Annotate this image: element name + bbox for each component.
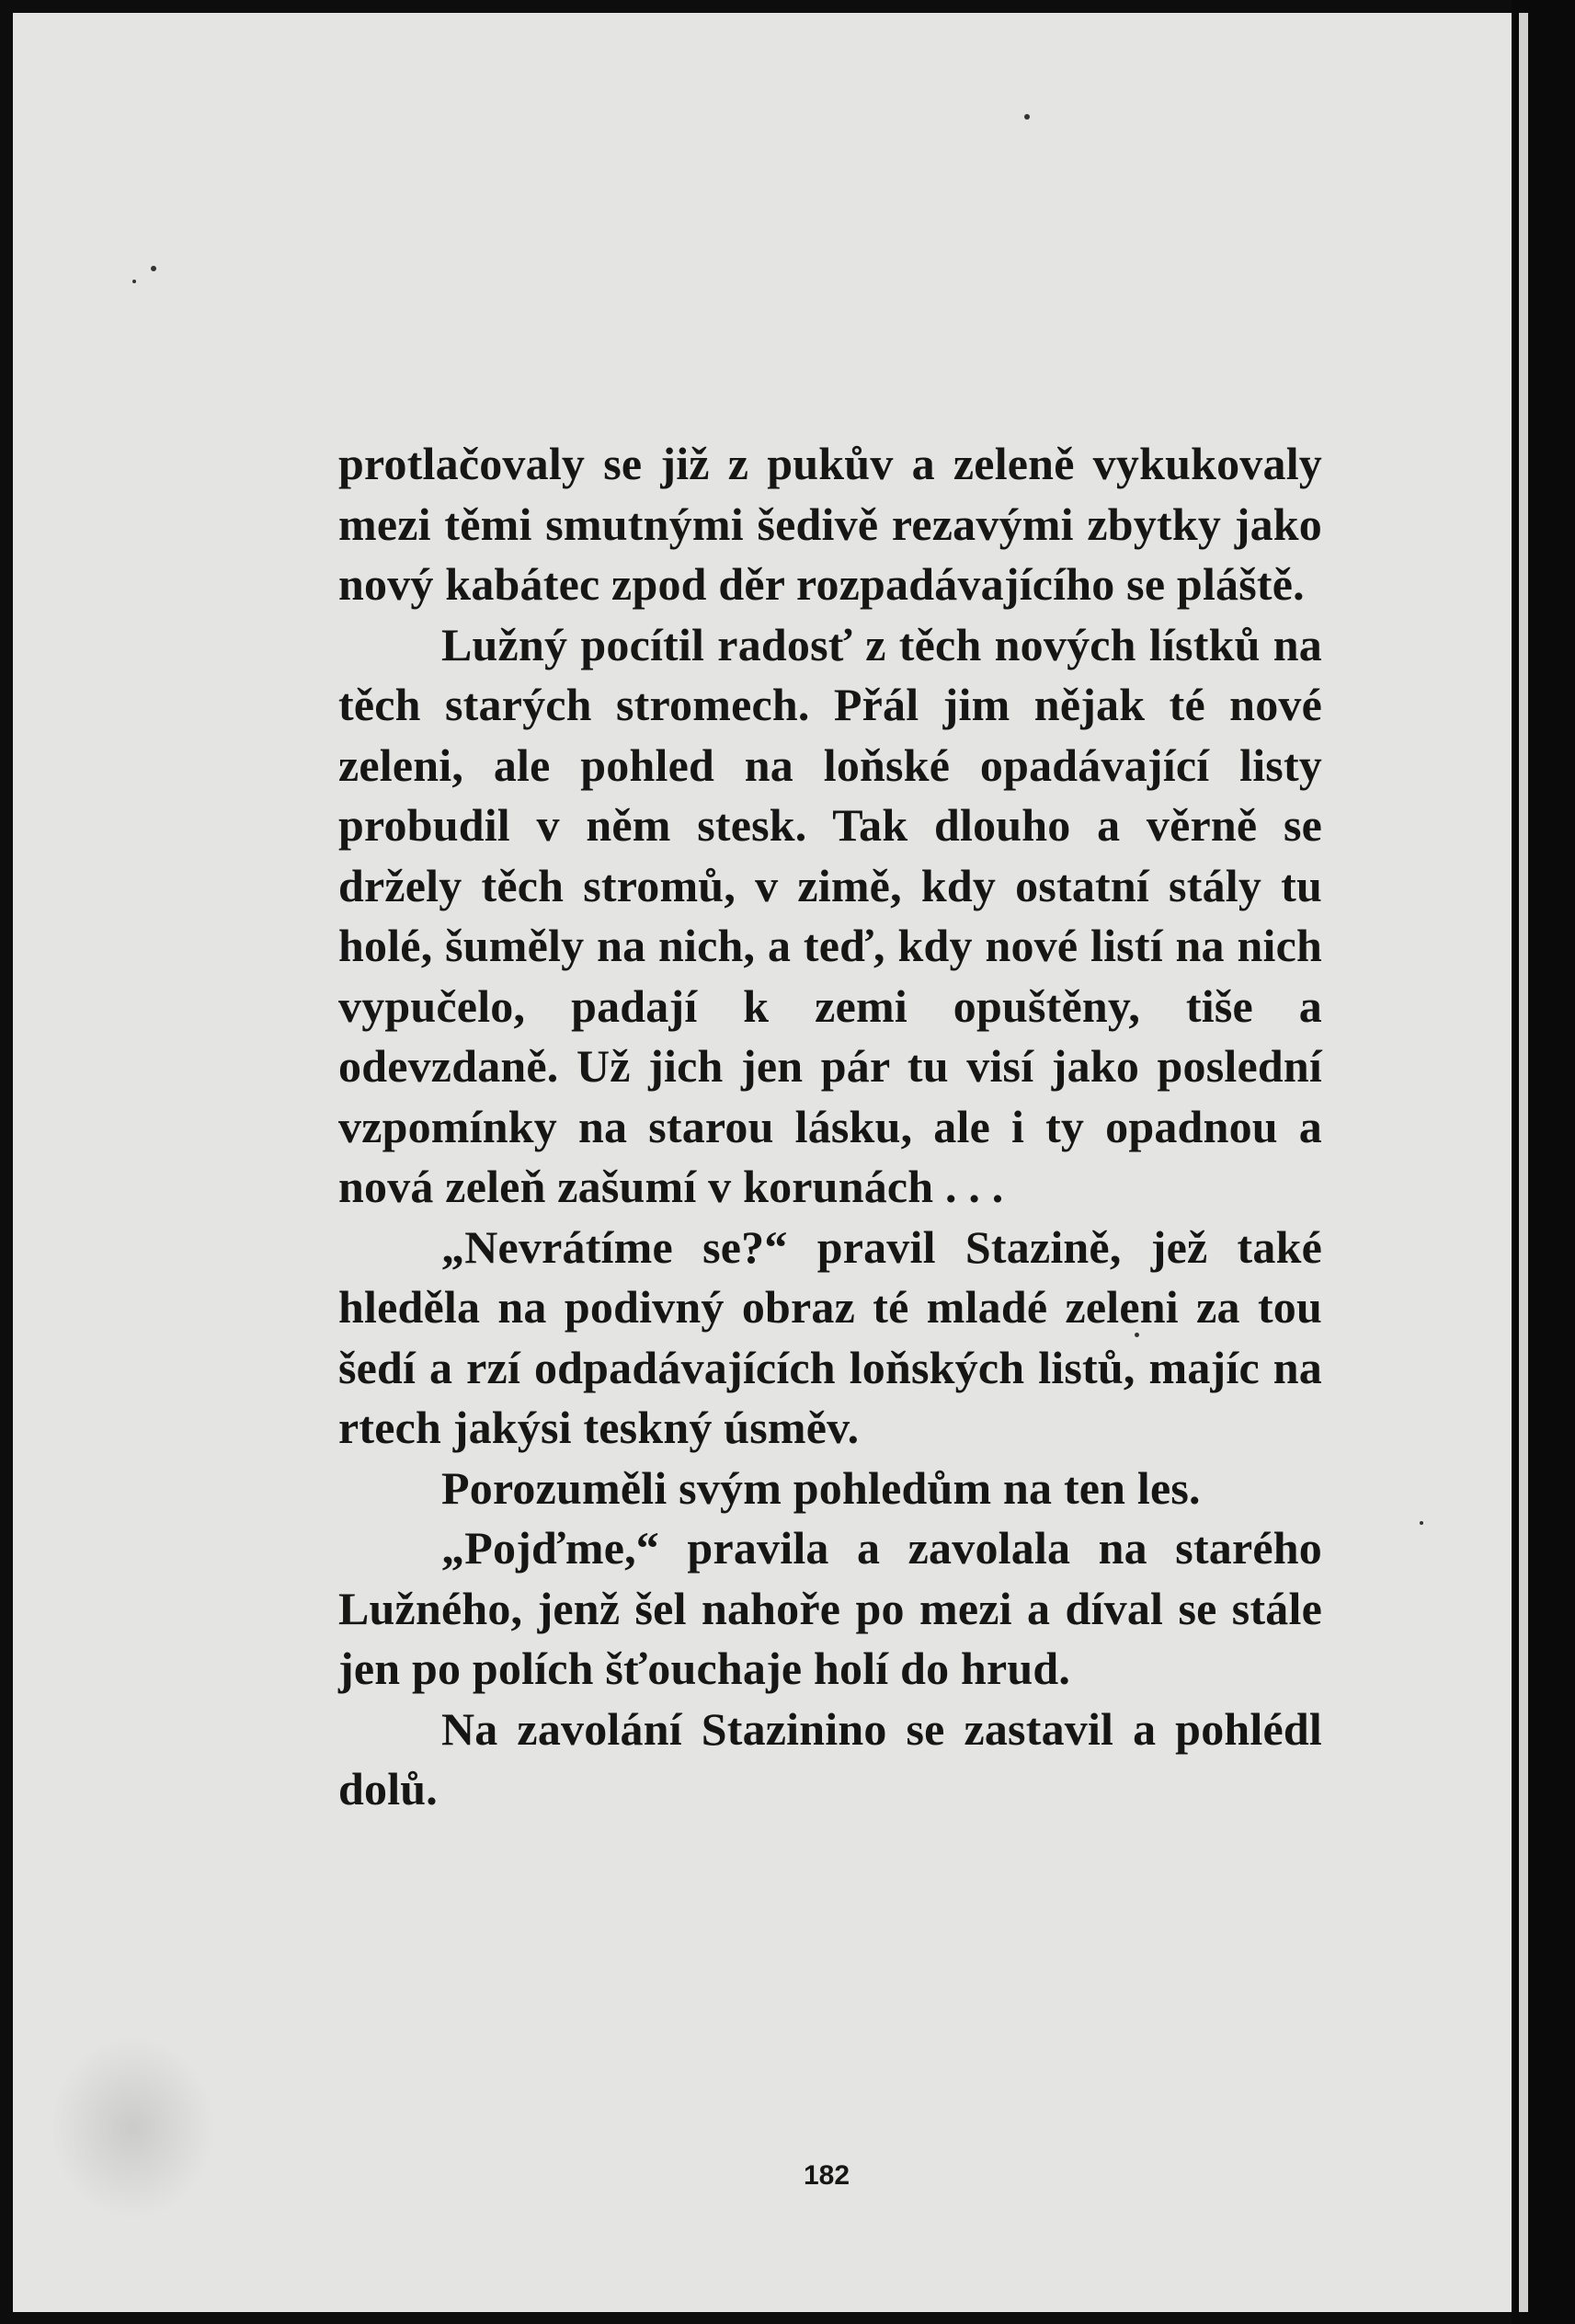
speck [151,266,156,271]
paragraph: „Pojďme,“ pravila a zavolala na starého Lužného, jenž šel nahoře po mezi a díval se stále jen po polích šťouchaje holí do hrud. [338,1522,1322,1694]
paragraph: Lužný pocítil radosť z těch nových lístků na těch starých stromech. Přál jim nějak té nové zeleni, ale pohled na loňské opadávající listy probudil v něm stesk. Tak dlouho a věrně se držely těch stromů, v zimě, kdy ostatní stály tu holé, šuměly na nich, a teď, kdy nové listí na nich vypučelo, padají k zemi opuštěny, tiše a odevzdaně. Už jich jen pár tu visí jako poslední vzpomínky na starou lásku, ale i ty opadnou a nová zeleň zašumí v korunách . . . [338,618,1322,1212]
page-edge-strip [1519,13,1528,2312]
paragraph: „Nevrátíme se?“ pravil Stazině, jež také hleděla na podivný obraz té mladé zeleni za tou šedí a rzí odpadávajících loňských listů, majíc na rtech jakýsi teskný úsměv. [338,1220,1322,1453]
paragraph: Na zavolání Stazinino se zastavil a pohlédl dolů. [338,1702,1322,1815]
paragraph: protlačovaly se již z pukův a zeleně vykukovaly mezi těmi smutnými šedivě rezavými zbytky jako nový kabátec zpod děr rozpadávajícího se pláště. [338,438,1322,610]
page-number: 182 [804,2160,850,2191]
speck [1420,1521,1423,1525]
paragraph: Porozuměli svým pohledům na ten les. [441,1461,1201,1514]
speck [132,280,136,283]
book-page [13,13,1512,2312]
page-text [338,434,1322,1820]
page-smudge [50,2036,215,2220]
speck [1024,114,1030,120]
